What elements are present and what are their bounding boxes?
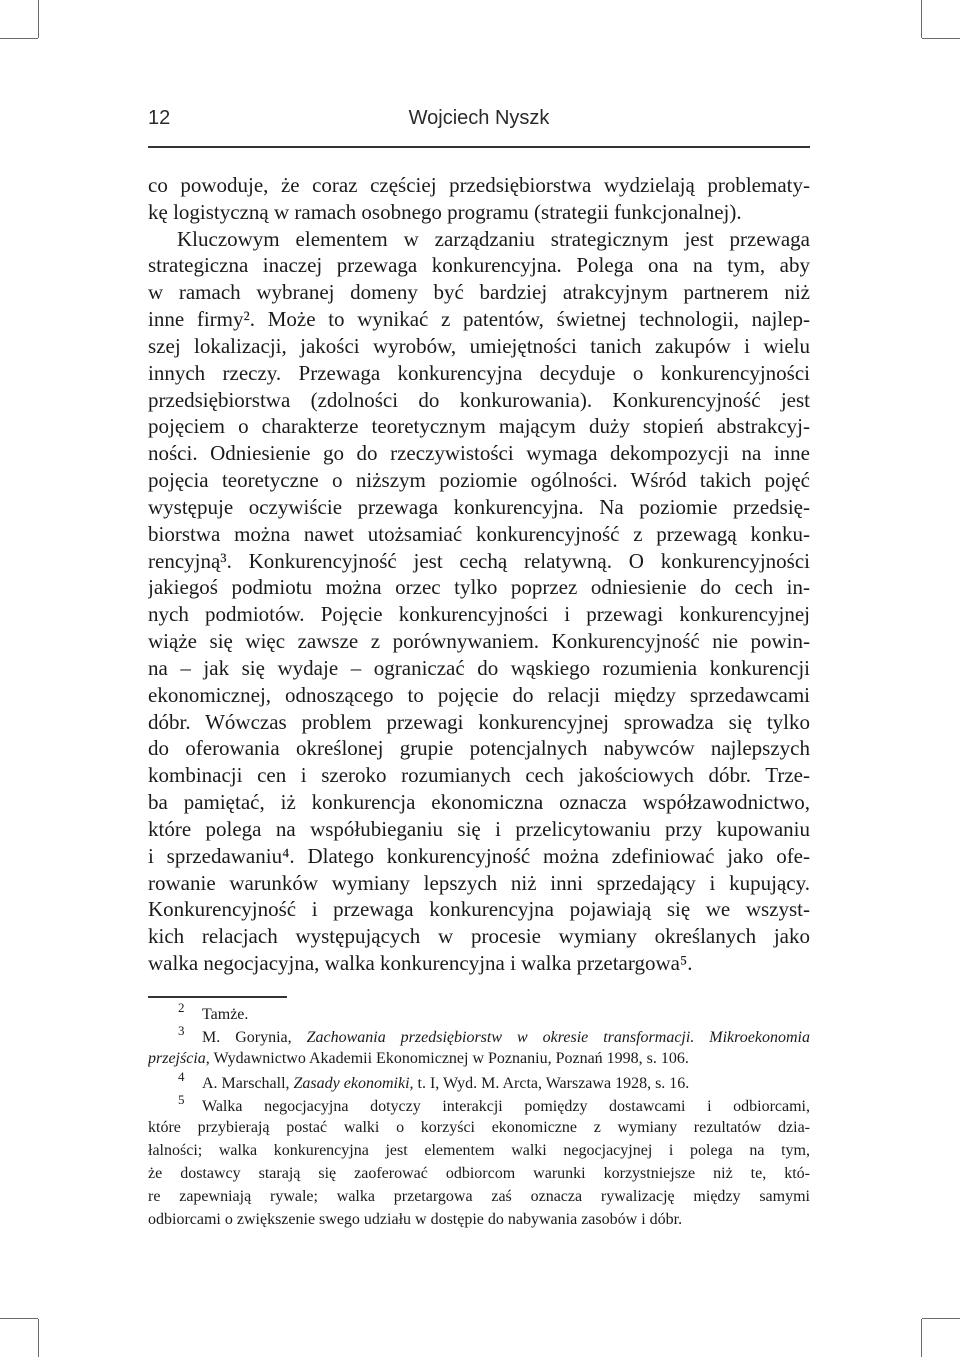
footnote-line bbox=[148, 1116, 810, 1139]
footnote-number: 2 bbox=[178, 1001, 185, 1015]
paragraph bbox=[148, 226, 810, 977]
footnote-line bbox=[148, 1024, 810, 1047]
body-line: na – jak się wydaje – ograniczać do wąskiego rozumienia konkurencji bbox=[148, 655, 810, 680]
body-text bbox=[148, 172, 810, 977]
footnote-text: że dostawcy starają się zaoferować odbiorcom warunki korzystniejsze niż te, któ- bbox=[148, 1165, 810, 1182]
body-line: Konkurencyjność i przewaga konkurencyjna pojawiają się we wszyst- bbox=[148, 897, 810, 922]
footnote-text: odbiorcami o zwiększenie swego udziału w dostępie do nabywania zasobów i dóbr. bbox=[148, 1211, 683, 1228]
body-line: które polega na współubieganiu się i przelicytowaniu przy kupowaniu bbox=[148, 816, 810, 841]
body-line: kich relacjach występujących w procesie wymiany określanych jako bbox=[148, 924, 810, 949]
body-line: walka negocjacyjna, walka konkurencyjna i walka przetargowa⁵. bbox=[148, 951, 693, 976]
crop-mark-top-left-horizontal bbox=[0, 38, 38, 39]
footnote-line bbox=[148, 1001, 810, 1024]
footnote bbox=[148, 1001, 810, 1024]
body-line: dóbr. Wówczas problem przewagi konkurencyjnej sprowadza się tylko bbox=[148, 709, 810, 734]
body-line: przedsiębiorstwa (zdolności do konkurowania). Konkurencyjność jest bbox=[148, 387, 810, 412]
crop-mark-bottom-left-vertical bbox=[38, 1319, 39, 1357]
footnote-text: t. I, Wyd. M. Arcta, Warszawa 1928, s. 16. bbox=[413, 1075, 690, 1092]
body-line: Kluczowym elementem w zarządzaniu strategicznym jest przewaga bbox=[177, 226, 810, 251]
footnote bbox=[148, 1070, 810, 1093]
body-line: innych rzeczy. Przewaga konkurencyjna decyduje o konkurencyjności bbox=[148, 360, 810, 385]
body-line: pojęcia teoretyczne o niższym poziomie ogólności. Wśród takich pojęć bbox=[148, 468, 810, 493]
footnote-text: , Wydawnictwo Akademii Ekonomicznej w Poznaniu, Poznań 1998, s. 106. bbox=[205, 1050, 689, 1067]
body-line: wiąże się więc zawsze z porównywaniem. Konkurencyjność nie powin- bbox=[148, 629, 810, 654]
footnote-text: re zapewniają rywale; walka przetargowa zaś oznacza rywalizację między samymi bbox=[148, 1188, 810, 1205]
footnote bbox=[148, 1093, 810, 1231]
crop-mark-bottom-left-horizontal bbox=[0, 1318, 38, 1319]
page-number: 12 bbox=[148, 107, 171, 129]
footnote-text: M. Gorynia, bbox=[202, 1029, 307, 1046]
crop-mark-bottom-right-horizontal bbox=[922, 1318, 960, 1319]
body-line: i sprzedawaniu⁴. Dlatego konkurencyjność można zdefiniować jako ofe- bbox=[148, 843, 810, 868]
footnote-line bbox=[148, 1093, 810, 1116]
body-line: rowanie warunków wymiany lepszych niż inni sprzedający i kupujący. bbox=[148, 870, 810, 895]
crop-mark-top-right-vertical bbox=[921, 0, 922, 38]
footnote-number: 3 bbox=[178, 1024, 185, 1038]
body-line: nych podmiotów. Pojęcie konkurencyjności i przewagi konkurencyjnej bbox=[148, 602, 810, 627]
footnote-text: A. Marschall, bbox=[202, 1075, 294, 1092]
footnote-line bbox=[148, 1139, 810, 1162]
footnote-line bbox=[148, 1162, 810, 1185]
body-line: występuje oczywiście przewaga konkurencyjna. Na poziomie przedsię- bbox=[148, 494, 810, 519]
crop-mark-top-right-horizontal bbox=[922, 38, 960, 39]
body-line: biorstwa można nawet utożsamiać konkurencyjność z przewagą konku- bbox=[148, 521, 810, 546]
paragraph bbox=[148, 172, 810, 226]
crop-mark-top-left-vertical bbox=[38, 0, 39, 38]
footnote bbox=[148, 1024, 810, 1070]
body-line: jakiegoś podmiotu można orzec tylko poprzez odniesienie do cech in- bbox=[148, 575, 810, 600]
body-line: w ramach wybranej domeny być bardziej atrakcyjnym partnerem niż bbox=[148, 280, 810, 305]
body-line: szej lokalizacji, jakości wyrobów, umiejętności tanich zakupów i wielu bbox=[148, 333, 810, 358]
footnote-text: Walka negocjacyjna dotyczy interakcji pomiędzy dostawcami i odbiorcami, bbox=[202, 1098, 810, 1115]
header-rule bbox=[148, 146, 810, 148]
footnote-italic-title: Zasady ekonomiki, bbox=[293, 1075, 414, 1092]
footnote-separator bbox=[148, 996, 287, 998]
footnote-line bbox=[148, 1185, 810, 1208]
footnote-italic-title: przejścia bbox=[148, 1050, 206, 1067]
footnote-line bbox=[148, 1070, 810, 1093]
footnote-number: 4 bbox=[178, 1070, 185, 1084]
footnote-italic-title: Zachowania przedsiębiorstw w okresie transformacji. Mikroekonomia bbox=[306, 1029, 810, 1046]
body-line: pojęciem o charakterze teoretycznym mającym duży stopień abstrakcyj- bbox=[148, 414, 810, 439]
body-line: co powoduje, że coraz częściej przedsiębiorstwa wydzielają problematy- bbox=[148, 173, 810, 197]
body-line: kę logistyczną w ramach osobnego programu (strategii funkcjonalnej). bbox=[148, 199, 742, 224]
footnotes bbox=[148, 1001, 810, 1231]
running-head-author: Wojciech Nyszk bbox=[408, 107, 550, 129]
footnote-number: 5 bbox=[178, 1093, 185, 1107]
body-line: ekonomicznej, odnoszącego to pojęcie do relacji między sprzedawcami bbox=[148, 682, 810, 707]
footnote-line bbox=[148, 1047, 810, 1070]
body-line: rencyjną³. Konkurencyjność jest cechą relatywną. O konkurencyjności bbox=[148, 548, 810, 573]
footnote-text: Tamże. bbox=[202, 1006, 249, 1023]
running-header bbox=[148, 106, 810, 130]
crop-mark-bottom-right-vertical bbox=[921, 1319, 922, 1357]
body-line: ba pamiętać, iż konkurencja ekonomiczna oznacza współzawodnictwo, bbox=[148, 790, 810, 815]
body-line: inne firmy². Może to wynikać z patentów, świetnej technologii, najlep- bbox=[148, 307, 810, 332]
body-line: strategiczna inaczej przewaga konkurencyjna. Polega ona na tym, aby bbox=[148, 253, 810, 278]
footnote-text: łalności; walka konkurencyjna jest elementem walki negocjacyjnej i polega na tym, bbox=[148, 1142, 810, 1159]
body-line: ności. Odniesienie go do rzeczywistości wymaga dekompozycji na inne bbox=[148, 441, 810, 466]
footnote-text: które przybierają postać walki o korzyści ekonomiczne z wymiany rezultatów dzia- bbox=[148, 1119, 810, 1136]
body-line: kombinacji cen i szeroko rozumianych cech jakościowych dóbr. Trze- bbox=[148, 763, 810, 788]
footnote-line bbox=[148, 1208, 810, 1231]
body-line: do oferowania określonej grupie potencjalnych nabywców najlepszych bbox=[148, 736, 810, 761]
